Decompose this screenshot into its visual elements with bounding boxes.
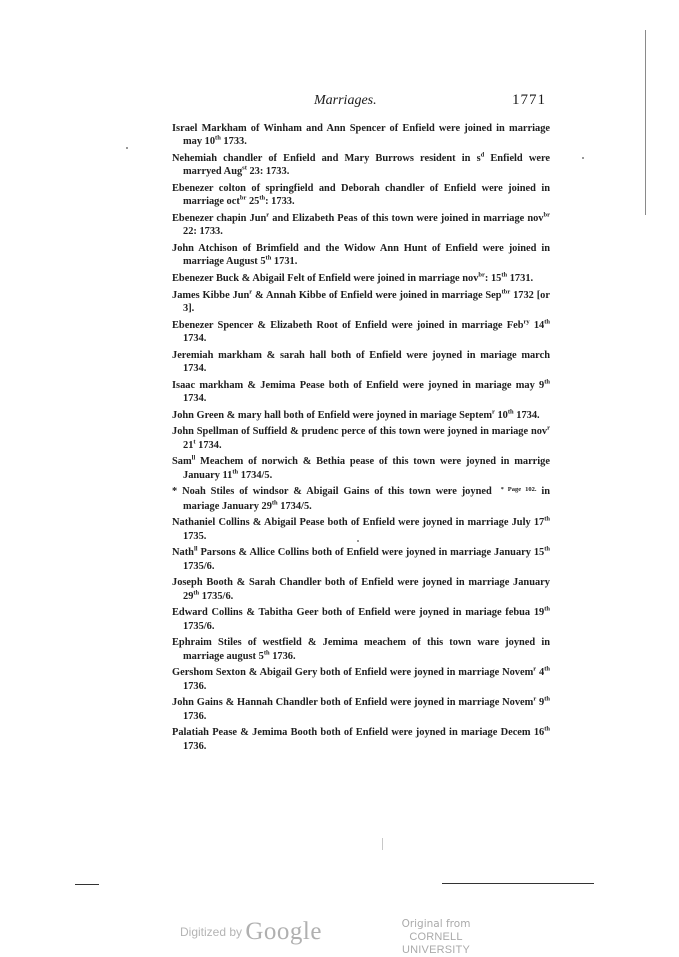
marriage-record: John Green & mary hall both of Enfield were joyned in mariage Septem$^r$ 10th 1734. bbox=[172, 408, 540, 421]
page-title: Marriages. bbox=[314, 93, 377, 108]
marriage-record: Ebenezer chapin Jun$^r$ and Elizabeth Peas of this town were joined in marriage nov$^{br}$ 22: 1733. bbox=[172, 211, 551, 238]
marriage-record: Ebenezer Spencer & Elizabeth Root of Enfield were joined in marriage Feb$^{ry}$ 14th 1734. bbox=[172, 318, 550, 344]
marriage-record: John Atchison of Brimfield and the Widow Ann Hunt of Enfield were joined in marriage August 5th 1731. bbox=[172, 243, 550, 268]
marriage-record: Ebenezer colton of springfield and Deborah chandler of Enfield were joined in marriage oct$^{br}$ 25th: 1733. bbox=[172, 183, 550, 208]
marriage-record: Nathaniel Collins & Abigail Pease both of Enfield were joyned in marriage July 17th 1735. bbox=[172, 515, 550, 542]
marriage-record: Edward Collins & Tabitha Geer both of Enfield were joyned in mariage febua 19th 1735/6. bbox=[172, 605, 550, 632]
marriage-record: James Kibbe Jun$^r$ & Annah Kibbe of Enfield were joined in marriage Sep$^{tbr}$ 1732 [or 3]. bbox=[172, 288, 550, 314]
marriage-record: * Noah Stiles of windsor & Abigail Gains of this town were joyned $^{* Page 102.}$ in mariage January 29th 1734/5. bbox=[172, 486, 551, 512]
page-number: 1771 bbox=[512, 92, 546, 108]
scan-mark bbox=[382, 838, 383, 850]
marriage-record: John Spellman of Suffield & prudenc perce of this town were joyned in mariage nov$^r$ 21$^t$ 1734. bbox=[172, 424, 550, 451]
marriage-record: Nath$^{ll}$ Parsons & Allice Collins both of Enfield were joyned in marriage January 15th 1735/6. bbox=[172, 545, 550, 572]
bottom-rule-left bbox=[75, 884, 99, 885]
marriage-record: Ebenezer Buck & Abigail Felt of Enfield were joined in marriage nov$^{br}$: 15th 1731. bbox=[172, 271, 534, 284]
original-from-label: Original from bbox=[401, 918, 471, 930]
university-name: CORNELL UNIVERSITY bbox=[401, 931, 470, 956]
marriage-record: Israel Markham of Winham and Ann Spencer of Enfield were joined in marriage may 10th 1733. bbox=[172, 123, 550, 148]
marriage-record: Joseph Booth & Sarah Chandler both of Enfield were joyned in marriage January 29th 1735/6. bbox=[172, 577, 550, 602]
marriage-record: John Gains & Hannah Chandler both of Enfield were joyned in marriage Novem$^r$ 9th 1736. bbox=[172, 695, 550, 722]
marriage-record: Sam$^{ll}$ Meachem of norwich & Bethia pease of this town were joyned in marrige January 11th 1734/5. bbox=[172, 454, 550, 481]
google-logo: Google bbox=[245, 918, 322, 945]
digitized-label: Digitized by bbox=[180, 925, 243, 939]
speck bbox=[357, 540, 359, 542]
speck bbox=[582, 157, 584, 159]
speck bbox=[126, 147, 128, 149]
bottom-rule-right bbox=[442, 883, 594, 884]
marriage-record: Ephraim Stiles of westfield & Jemima meachem of this town ware joyned in marriage august 5th 1736. bbox=[172, 637, 550, 662]
marriage-record: Isaac markham & Jemima Pease both of Enfield were joyned in mariage may 9th 1734. bbox=[172, 378, 550, 404]
original-from-watermark bbox=[383, 918, 489, 957]
page-edge-line bbox=[645, 30, 646, 215]
marriage-record: Gershom Sexton & Abigail Gery both of Enfield were joyned in marriage Novem$^r$ 4th 1736. bbox=[172, 665, 550, 692]
digitized-by-google-watermark bbox=[180, 918, 322, 946]
marriage-record: Nehemiah chandler of Enfield and Mary Burrows resident in $s^d$ Enfield were marryed Aug$^{st}$ 23: 1733. bbox=[172, 151, 550, 178]
marriage-record: Jeremiah markham & sarah hall both of Enfield were joyned in mariage march 1734. bbox=[172, 349, 550, 374]
marriage-records-list bbox=[172, 122, 550, 756]
marriage-record: Palatiah Pease & Jemima Booth both of Enfield were joyned in mariage Decem 16th 1736. bbox=[172, 725, 550, 752]
